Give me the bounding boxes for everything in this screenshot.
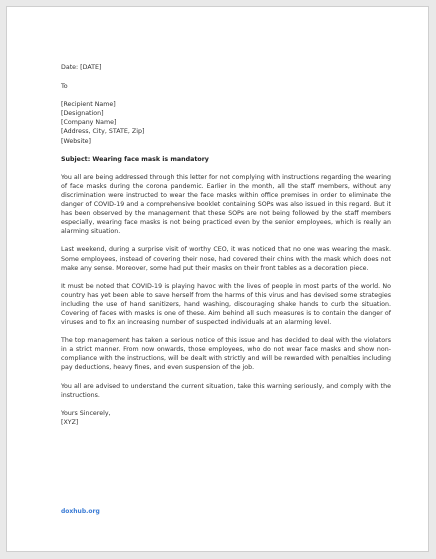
paragraph-5: You all are advised to understand the current situation, take this warning seriously, and comply with the instructions.	[61, 382, 391, 399]
closing-line: Yours Sincerely,	[61, 409, 111, 417]
recipient-designation: [Designation]	[61, 110, 104, 118]
recipient-address: [Address, City, STATE, Zip]	[61, 128, 145, 136]
paragraph-3: It must be noted that COVID-19 is playing havoc with the lives of people in most parts of the world. No country has yet been able to save herself from the harms of this virus and has devised some strategies including the use of hand sanitizers, hand washing, discouraging shake hands to curb the situation. Covering of faces with masks is one of these. Aim behind all such measures is to contain the danger of viruses and to fix an increasing number of suspected individuals at an alarming level.	[61, 282, 391, 327]
paragraph-2: Last weekend, during a surprise visit of worthy CEO, it was noticed that no one was wearing the mask. Some employees, instead of covering their nose, had covered their chins with the mask which does not make any sense. Moreover, some had put their masks on their front tables as a decoration piece.	[61, 246, 391, 272]
closing-block	[61, 409, 391, 427]
paragraph-4: The top management has taken a serious notice of this issue and has decided to deal with the violators in a strict manner. From now onwards, those employees, who do not wear face masks and show non-compliance with the instructions, will be dealt with strictly and will be rewarded with penalties including pay deductions, heavy fines, and even suspension of the job.	[61, 337, 391, 372]
recipient-company: [Company Name]	[61, 119, 117, 127]
footer-site-link[interactable]: doxhub.org	[61, 508, 100, 515]
recipient-address-block	[61, 100, 391, 145]
letter-body	[61, 63, 391, 427]
document-page	[6, 6, 429, 552]
recipient-name: [Recipient Name]	[61, 101, 116, 109]
recipient-website: [Website]	[61, 137, 92, 145]
date-line: Date: [DATE]	[61, 64, 102, 71]
paragraph-1: You all are being addressed through this letter for not complying with instructions regarding the wearing of face masks during the corona pandemic. Earlier in the month, all the staff members, without any discrimination were instructed to wear the face masks within office premises in order to eliminate the danger of COVID-19 and a comprehensive booklet containing SOPs was also issued in this regard. But it has been observed by the management that these SOPs are not being followed by the staff members especially, wearing face masks is not being practiced even by the senior employees, which is really an alarming situation.	[61, 173, 391, 236]
to-line: To	[61, 83, 68, 91]
signature-line: [XYZ]	[61, 418, 79, 426]
subject-line: Subject: Wearing face mask is mandatory	[61, 155, 209, 163]
